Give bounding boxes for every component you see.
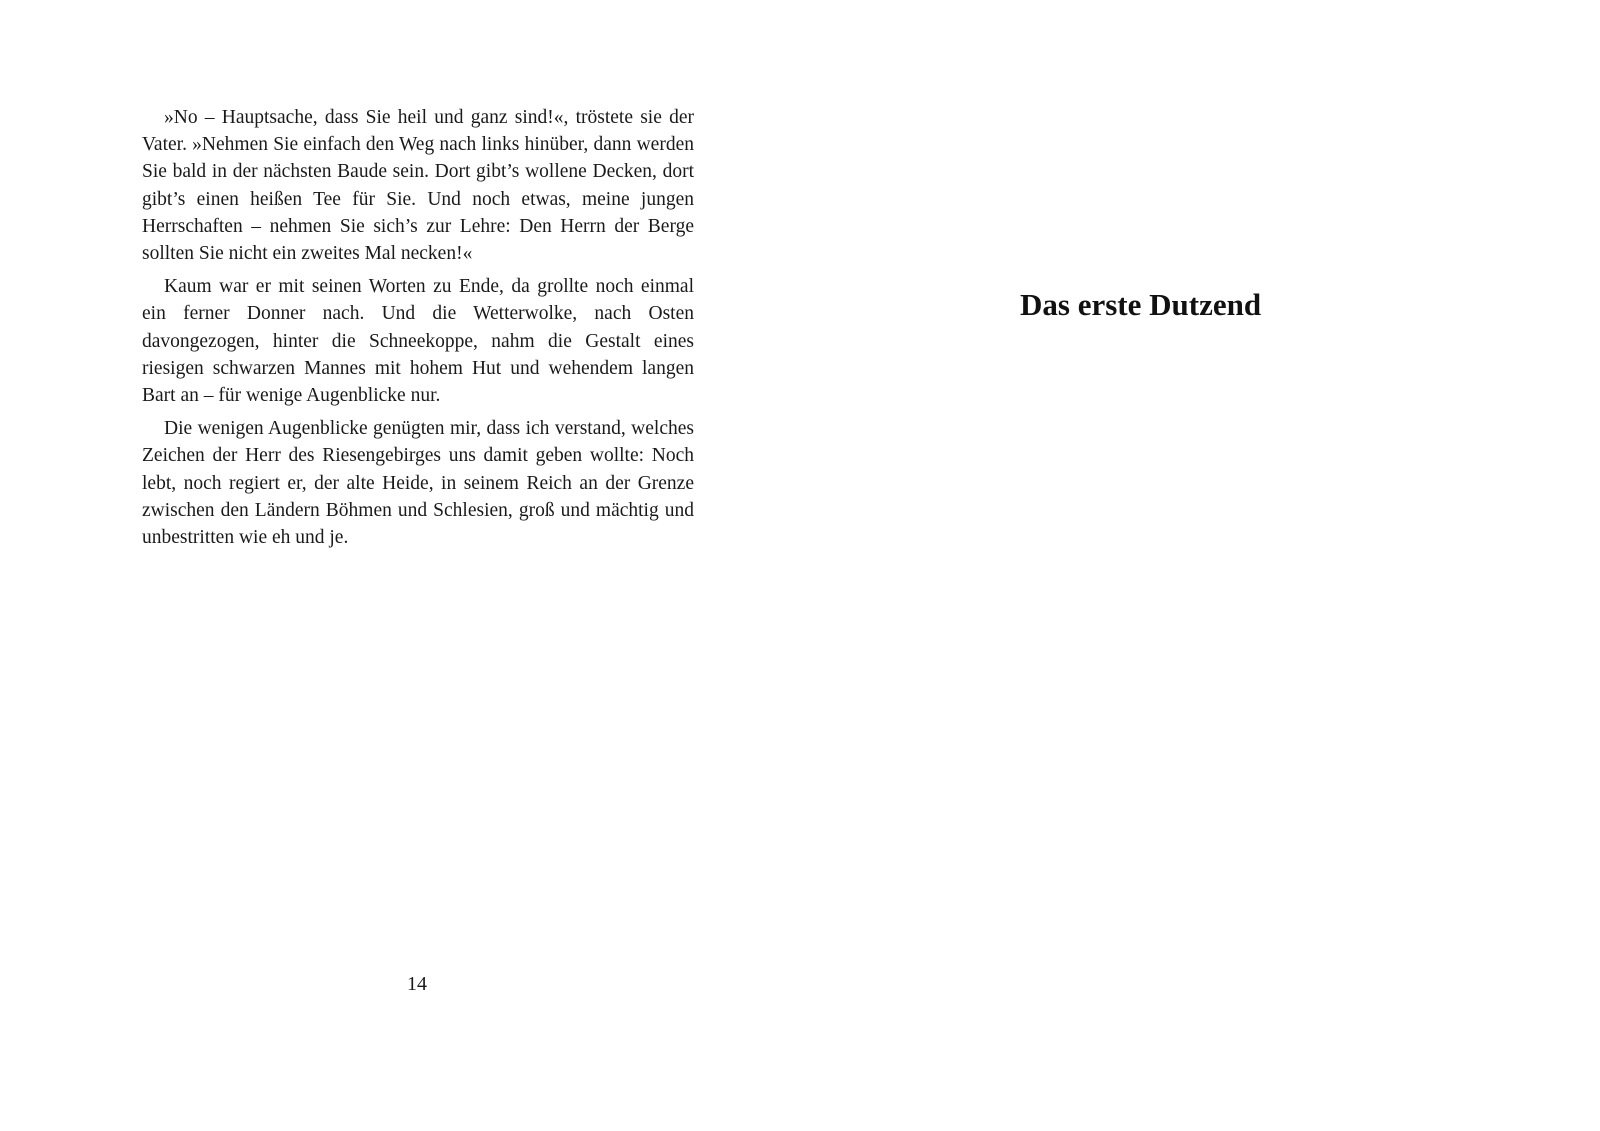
chapter-title: Das erste Dutzend (1020, 287, 1262, 322)
paragraph-2: Kaum war er mit seinen Worten zu Ende, da grollte noch einmal ein ferner Donner nach. Und die Wetterwolke, nach Osten davongezogen, hinter die Schneekoppe, nahm die Gestalt eines riesigen schwarzen Mannes mit hohem Hut und wehendem langen Bart an – für wenige Augenblicke nur. (142, 276, 694, 407)
paragraph-1: »No – Hauptsache, dass Sie heil und ganz sind!«, tröstete sie der Vater. »Nehmen Sie einfach den Weg nach links hinüber, dann werden Sie bald in der nächsten Baude sein. Dort gibt’s wollene Decken, dort gibt’s einen heißen Tee für Sie. Und noch etwas, meine jungen Herrschaften – nehmen Sie sich’s zur Lehre: Den Herrn der Berge sollten Sie nicht ein zweites Mal necken!« (142, 107, 694, 265)
right-page (800, 0, 1600, 1131)
paragraph-3: Die wenigen Augenblicke genügten mir, dass ich verstand, welches Zeichen der Herr des Riesengebirges uns damit geben wollte: Noch lebt, noch regiert er, der alte Heide, in seinem Reich an der Grenze zwischen den Ländern Böhmen und Schlesien, groß und mächtig und unbestritten wie eh und je. (142, 418, 694, 549)
body-text (142, 104, 694, 557)
page-number: 14 (407, 973, 427, 995)
